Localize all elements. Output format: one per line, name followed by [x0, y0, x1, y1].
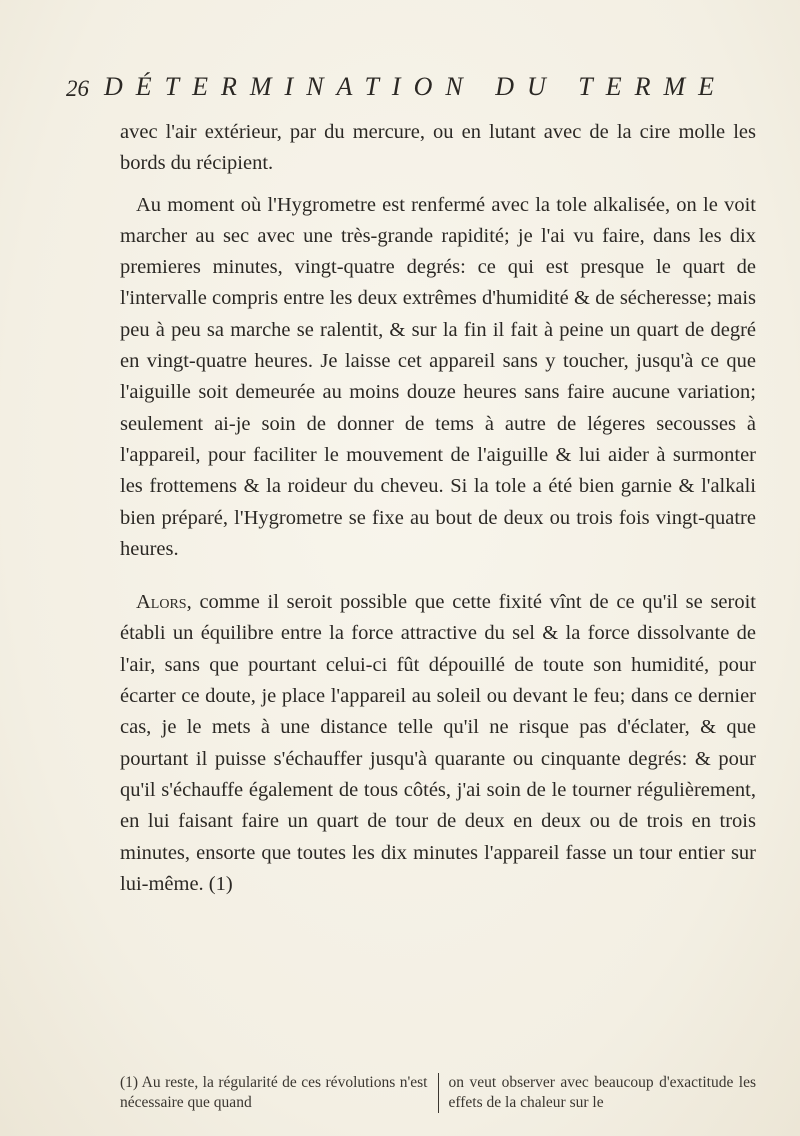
page-header — [66, 72, 756, 108]
running-title: DÉTERMINATION DU TERME — [104, 72, 728, 101]
footnote — [120, 1073, 756, 1113]
paragraph-3-text: , comme il seroit possible que cette fixité vînt de ce qu'il se seroit établi un équilibre entre la force attractive du sel & la force dissolvante de l'air, sans que pourtant celui-ci fût dépouillé de toute son humidité, pour écarter ce doute, je place l'appareil au soleil ou devant le feu; dans ce dernier cas, je le mets à une distance telle qu'il ne risque pas d'éclater, & que pourtant il puisse s'échauffer jusqu'à quarante ou cinquante degrés: & pour qu'il s'échauffe également de tous côtés, j'ai soin de le tourner régulièrement, en lui faisant faire un quart de tour de deux en deux ou de trois en trois minutes, ensorte que toutes les dix minutes l'appareil fasse un tour entier sur lui-même. (1) — [120, 591, 756, 895]
footnote-right-column: on veut observer avec beaucoup d'exactitude les effets de la chaleur sur le — [448, 1074, 756, 1111]
paragraph-3 — [120, 587, 756, 900]
paragraph-1: avec l'air extérieur, par du mercure, ou en lutant avec de la cire molle les bords du récipient. — [120, 121, 756, 175]
footnote-left-column: (1) Au reste, la régularité de ces révolutions n'est nécessaire que quand — [120, 1073, 439, 1113]
paragraph-3-lead-word: Alors — [136, 591, 187, 614]
page-number: 26 — [66, 76, 89, 101]
paragraph-2: Au moment où l'Hygrometre est renfermé avec la tole alkalisée, on le voit marcher au sec avec une très-grande rapidité; je l'ai vu faire, dans les dix premieres minutes, vingt-quatre degrés: ce qui est presque le quart de l'intervalle compris entre les deux extrêmes d'humidité & de sécheresse; mais peu à peu sa marche se ralentit, & sur la fin il fait à peine un quart de degré en vingt-quatre heures. Je laisse cet appareil sans y toucher, jusqu'à ce que l'aiguille soit demeurée au moins douze heures sans faire aucune variation; seulement ai-je soin de donner de tems à autre de légeres secousses à l'appareil, pour faciliter le mouvement de l'aiguille & lui aider à surmonter les frottemens & la roideur du cheveu. Si la tole a été bien garnie & l'alkali bien préparé, l'Hygrometre se fixe au bout de deux ou trois fois vingt-quatre heures. — [120, 193, 756, 560]
body-text — [120, 117, 756, 900]
